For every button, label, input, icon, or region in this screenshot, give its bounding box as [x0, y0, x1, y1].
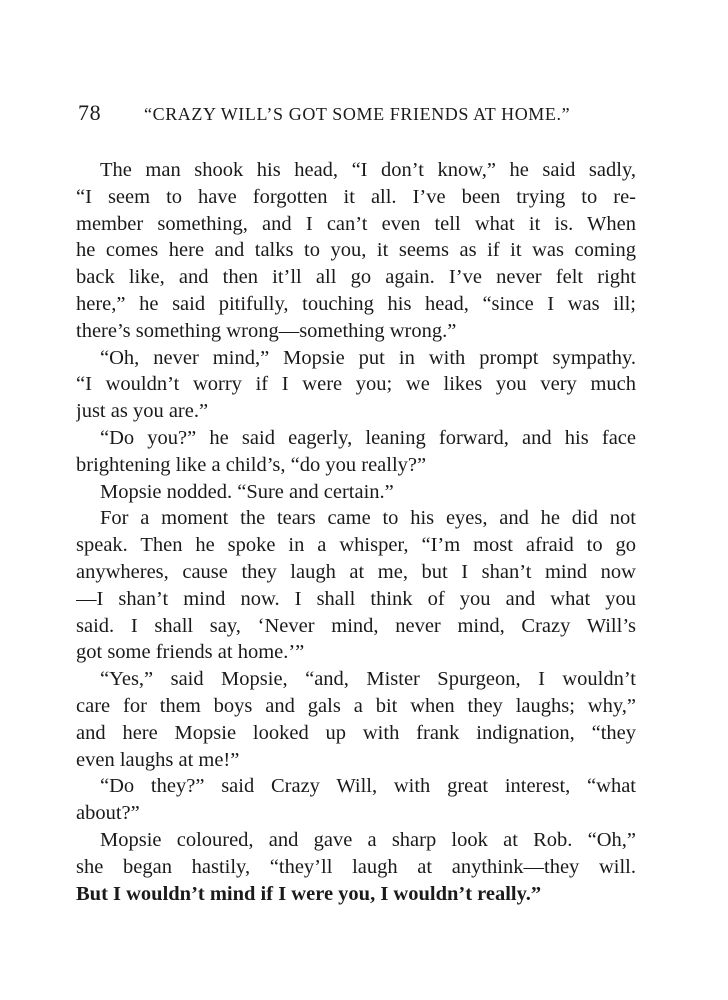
text-line: just as you are.”	[76, 400, 209, 423]
text-line: she began hastily, “they’ll laugh at anythink—they will.	[76, 855, 636, 878]
text-line: care for them boys and gals a bit when they laughs; why,”	[76, 694, 636, 717]
text-line: said. I shall say, ‘Never mind, never mind, Crazy Will’s	[76, 614, 636, 637]
text-line: “Do you?” he said eagerly, leaning forward, and his face	[100, 426, 636, 449]
text-line: got some friends at home.’”	[76, 641, 305, 664]
text-line: But I wouldn’t mind if I were you, I wouldn’t really.”	[76, 882, 542, 905]
text-line: Mopsie coloured, and gave a sharp look at Rob. “Oh,”	[100, 828, 636, 851]
text-line: there’s something wrong—something wrong.”	[76, 319, 457, 342]
body-text	[76, 157, 636, 907]
text-line: about?”	[76, 802, 140, 825]
text-line: and here Mopsie looked up with frank indignation, “they	[76, 721, 636, 744]
text-line: even laughs at me!”	[76, 748, 240, 771]
text-line: “I seem to have forgotten it all. I’ve been trying to re-	[76, 185, 636, 208]
text-line: “Yes,” said Mopsie, “and, Mister Spurgeon, I wouldn’t	[100, 668, 636, 691]
text-line: here,” he said pitifully, touching his head, “since I was ill;	[76, 292, 636, 315]
text-line: Mopsie nodded. “Sure and certain.”	[100, 480, 394, 503]
text-line: —I shan’t mind now. I shall think of you and what you	[76, 587, 636, 610]
text-line: brightening like a child’s, “do you really?”	[76, 453, 427, 476]
text-line: member something, and I can’t even tell what it is. When	[76, 212, 636, 235]
page-number: 78	[78, 100, 102, 125]
text-line: “I wouldn’t worry if I were you; we likes you very much	[76, 373, 636, 396]
text-line: “Do they?” said Crazy Will, with great interest, “what	[100, 775, 636, 798]
text-line: For a moment the tears came to his eyes, and he did not	[100, 507, 636, 530]
text-line: back like, and then it’ll all go again. I’ve never felt right	[76, 266, 636, 289]
text-line: anywheres, cause they laugh at me, but I shan’t mind now	[76, 560, 636, 583]
running-head: “CRAZY WILL’S GOT SOME FRIENDS AT HOME.”	[144, 104, 571, 124]
page-header	[78, 100, 638, 130]
text-line: The man shook his head, “I don’t know,” he said sadly,	[100, 159, 636, 181]
text-line: he comes here and talks to you, it seems as if it was coming	[76, 239, 636, 262]
text-line: “Oh, never mind,” Mopsie put in with prompt sympathy.	[100, 346, 636, 369]
text-line: speak. Then he spoke in a whisper, “I’m most afraid to go	[76, 534, 636, 557]
